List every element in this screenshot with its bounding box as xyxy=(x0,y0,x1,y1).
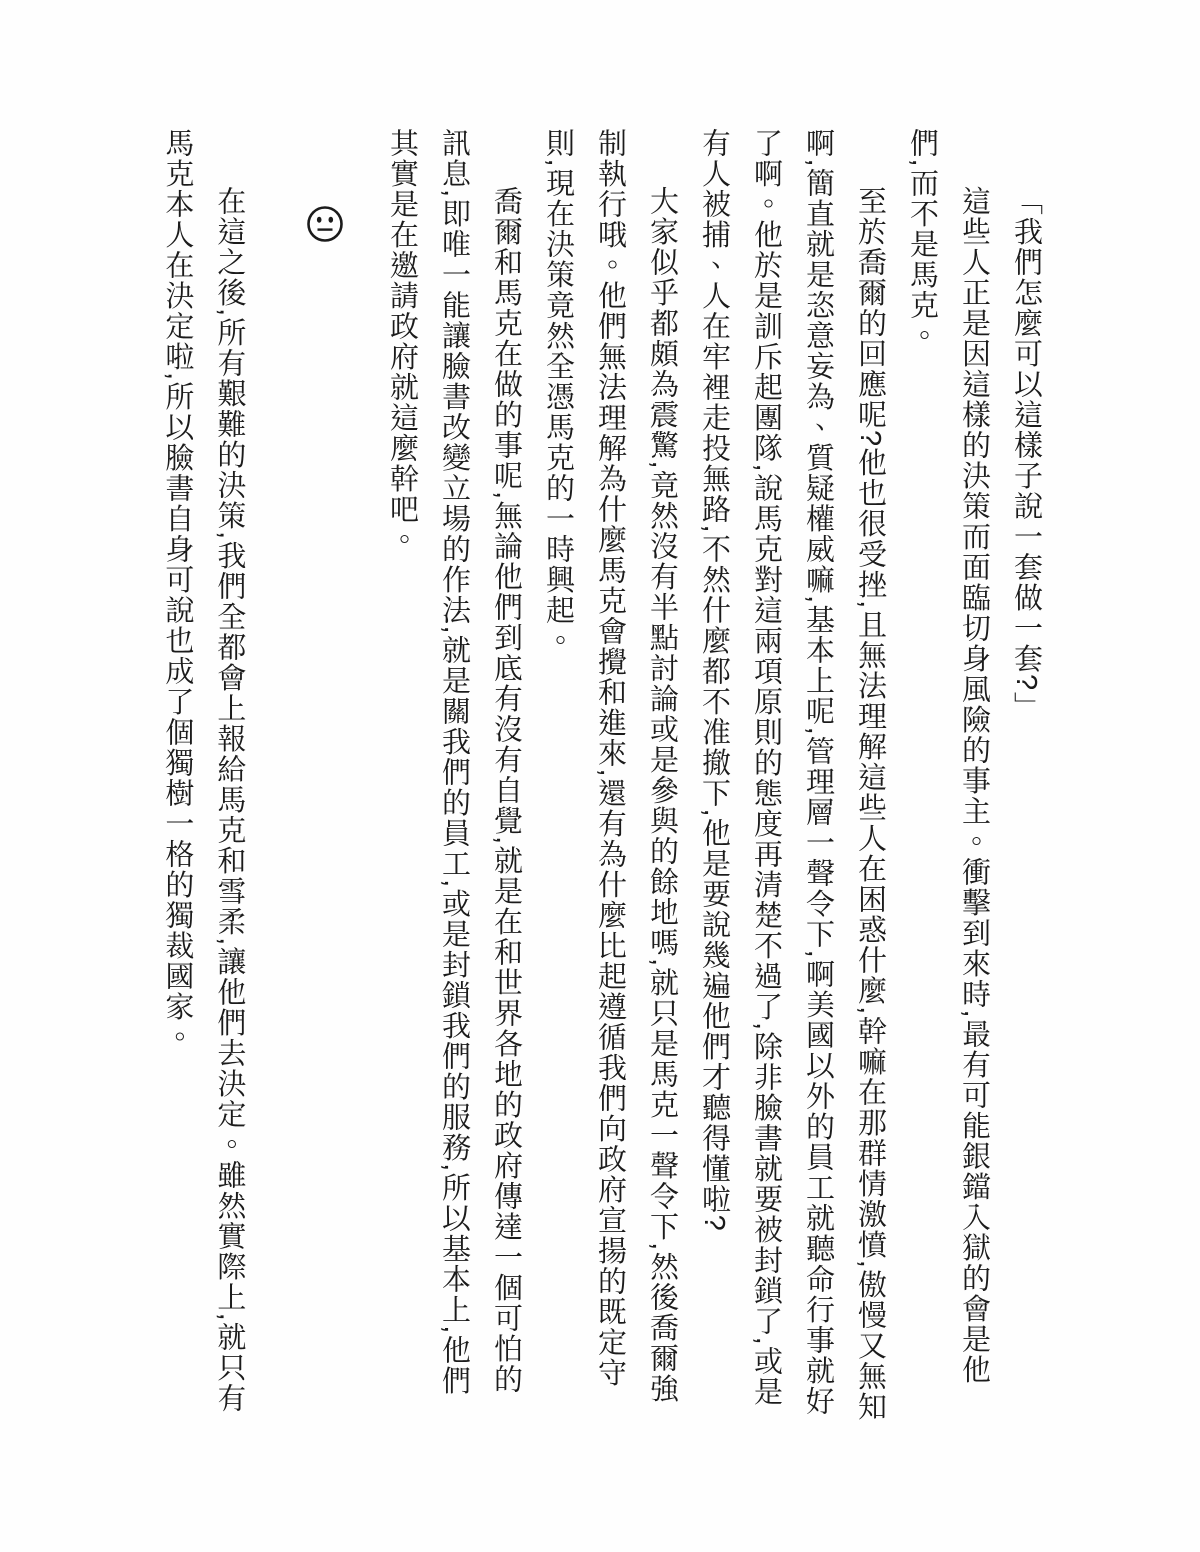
paragraph: 喬爾和馬克在做的事呢,無論他們到底有沒有自覺,就是在和世界各地的政府傳達一個可怕的訊息,即唯一能讓臉書改變立場的作法,就是關我們的員工,或是封鎖我們的服務,所以基本上,他們其實是在邀請政府就這麼幹吧。 xyxy=(386,128,522,1396)
neutral-face-icon xyxy=(304,203,346,245)
paragraph: 至於喬爾的回應呢?他也很受挫,且無法理解這些人在困惑什麼,幹嘛在那群情激憤,傲慢又無知啊,簡直就是恣意妄為、質疑權威嘛,基本上呢,管理層一聲令下,啊美國以外的員工就聽命行事就好了啊。他於是訓斥起團隊,說馬克對這兩項原則的態度再清楚不過了,除非臉書就要被封鎖了,或是有人被捕、人在牢裡走投無路,不然什麼都不准撤下,他是要說幾遍他們才聽得懂啦? xyxy=(698,128,886,1422)
paragraph: 這些人正是因這樣的決策而面臨切身風險的事主。衝擊到來時,最有可能銀鐺入獄的會是他們,而不是馬克。 xyxy=(906,128,990,1386)
paragraph: 大家似乎都頗為震驚,竟然沒有半點討論或是參與的餘地嗎,就只是馬克一聲令下,然後喬爾強制執行哦。他們無法理解為什麼馬克會攪和進來,還有為什麼比起遵循我們向政府宣揚的既定守則,現在決策竟然全憑馬克的一時興起。 xyxy=(542,128,678,1405)
paragraph: 在這之後,所有艱難的決策,我們全都會上報給馬克和雪柔,讓他們去決定。雖然實際上,就只有馬克本人在決定啦,所以臉書自身可說也成了個獨樹一格的獨裁國家。 xyxy=(161,128,246,1414)
paragraph-dialogue-quote: 「我們怎麼可以這樣子說一套做一套?」 xyxy=(1010,186,1042,723)
paragraph-emoji xyxy=(291,128,346,1422)
vertical-text-block xyxy=(151,128,1052,1422)
